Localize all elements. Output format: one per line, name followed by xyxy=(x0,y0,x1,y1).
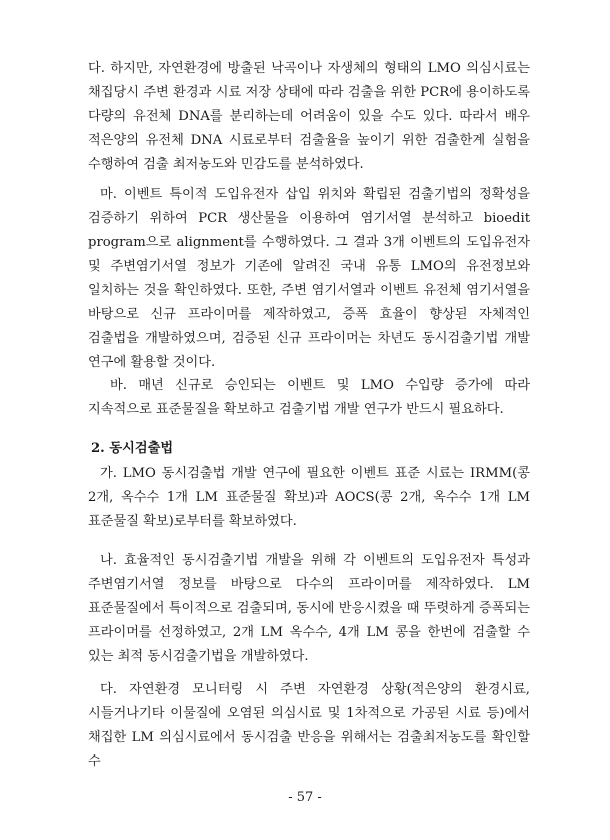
paragraph-da: 다. 하지만, 자연환경에 방출된 낙곡이나 자생체의 형태의 LMO 의심시료는 채집당시 주변 환경과 시료 저장 상태에 따라 검출을 위한 PCR에 용이하도록 다량의 유전체 DNA를 분리하는데 어려움이 있을 수도 있다. 따라서 배우 적은양의 유전체 DNA 시료로부터 검출율을 높이기 위한 검출한계 실험을 수행하여 검출 최저농도와 민감도를 분석하였다. xyxy=(88,61,530,172)
paragraph-ba: 바. 매년 신규로 승인되는 이벤트 및 LMO 수입량 증가에 따라 지속적으로 표준물질을 확보하고 검출기법 개발 연구가 반드시 필요하다. xyxy=(88,378,530,417)
paragraph-ma: 마. 이벤트 특이적 도입유전자 삽입 위치와 확립된 검출기법의 정확성을 검증하기 위하여 PCR 생산물을 이용하여 염기서열 분석하고 bioedit program으로 alignment를 수행하였다. 그 결과 3개 이벤트의 도입유전자 및 주변염기서열 정보가 기존에 알려진 국내 유통 LMO의 유전정보와 일치하는 것을 확인하였다. 또한, 주변 염기서열과 이벤트 유전체 염기서열을 바탕으로 신규 프라이머를 제작하였고, 증폭 효율이 향상된 자체적인 검출법을 개발하였으며, 검증된 신규 프라이머는 차년도 동시검출기법 개발 연구에 활용할 것이다. xyxy=(88,187,530,370)
page-number: - 57 - xyxy=(288,790,322,805)
paragraph-ga-2: 가. LMO 동시검출법 개발 연구에 필요한 이벤트 표준 시료는 IRMM(콩 2개, 옥수수 1개 LM 표준물질 확보)과 AOCS(콩 2개, 옥수수 1개 LM 표준물질 확보)로부터를 확보하였다. xyxy=(88,466,530,529)
section-heading: 2. 동시검출법 xyxy=(91,441,174,456)
paragraph-da-2: 다. 자연환경 모니터링 시 주변 자연환경 상황(적은양의 환경시료, 시들거나기타 이물질에 오염된 의심시료 및 1차적으로 가공된 시료 등)에서 채집한 LM 의심시료에서 동시검출 반응을 위해서는 검출최저농도를 확인할 수 xyxy=(88,682,530,769)
paragraph-na-2: 나. 효율적인 동시검출기법 개발을 위해 각 이벤트의 도입유전자 특성과 주변염기서열 정보를 바탕으로 다수의 프라이머를 제작하였다. LM 표준물질에서 특이적으로 검출되며, 동시에 반응시켰을 때 뚜렷하게 증폭되는 프라이머를 선정하였고, 2개 LM 옥수수, 4개 LM 콩을 한번에 검출할 수 있는 최적 동시검출기법을 개발하였다. xyxy=(88,553,530,664)
